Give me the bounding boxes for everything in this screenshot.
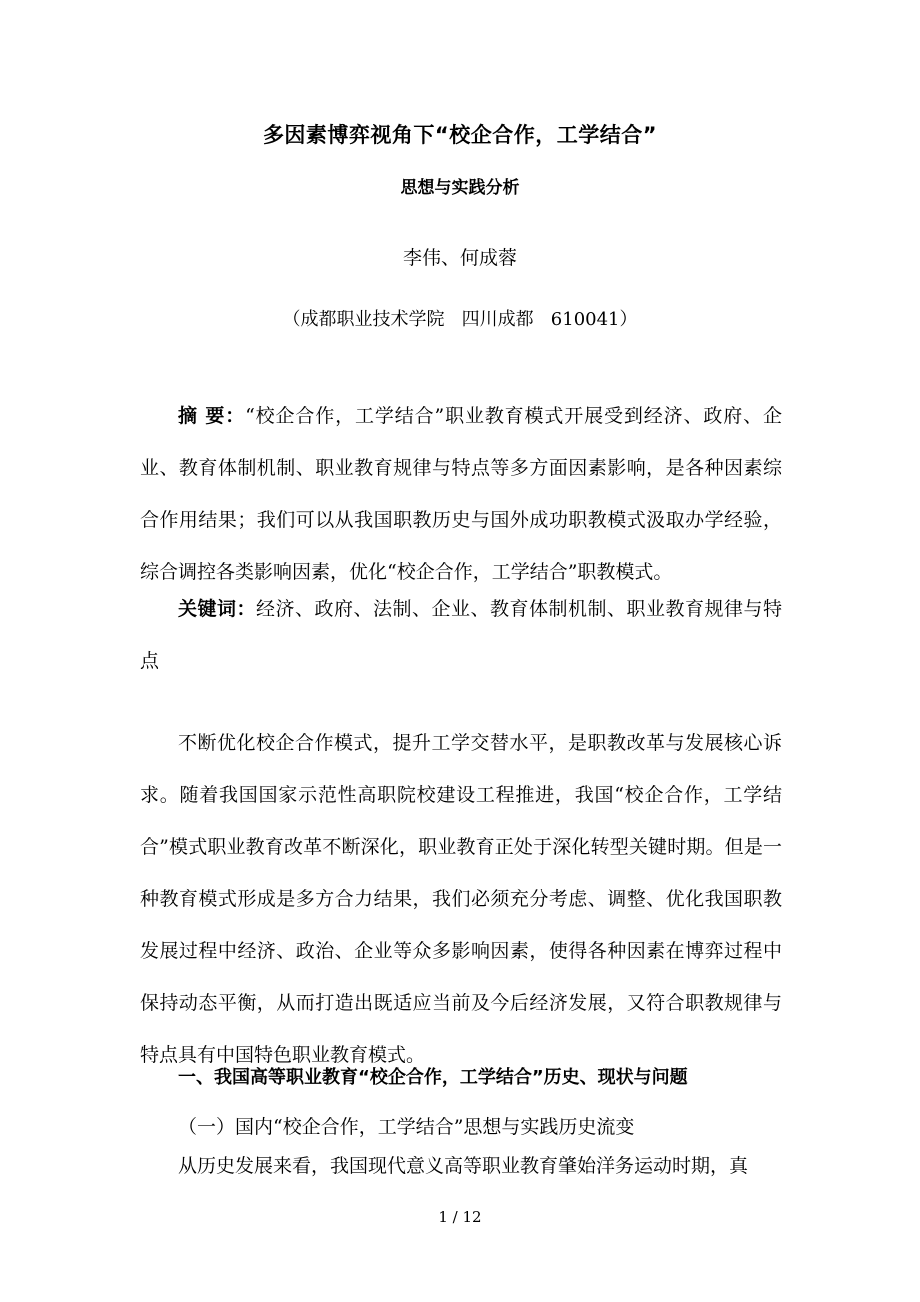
document-title: 多因素博弈视角下“校企合作，工学结合” (262, 123, 658, 147)
section-heading: 一、我国高等职业教育“校企合作，工学结合”历史、现状与问题 (178, 1067, 688, 1088)
subsection-heading: （一）国内“校企合作，工学结合”思想与实践历史流变 (178, 1116, 635, 1138)
subsection-paragraph: 从历史发展来看，我国现代意义高等职业教育肇始洋务运动时期，真 (178, 1155, 749, 1177)
keywords-text: 经济、政府、法制、企业、教育体制机制、职业教育规律与特点 (140, 598, 782, 672)
keywords-label: 关键词： (178, 598, 256, 620)
abstract-text: “校企合作，工学结合”职业教育模式开展受到经济、政府、企业、教育体制机制、职业教育规律与特点等多方面因素影响，是各种因素综合作用结果；我们可以从我国职教历史与国外成功职教模式汲取办学经验，综合调控各类影响因素，优化“校企合作，工学结合”职教模式。 (140, 405, 782, 583)
document-subtitle: 思想与实践分析 (400, 178, 520, 198)
intro-paragraph: 不断优化校企合作模式，提升工学交替水平，是职教改革与发展核心诉求。随着我国国家示范性高职院校建设工程推进，我国“校企合作，工学结合”模式职业教育改革不断深化，职业教育正处于深化转型关键时期。但是一种教育模式形成是多方合力结果，我们必须充分考虑、调整、优化我国职教发展过程中经济、政治、企业等众多影响因素，使得各种因素在博弈过程中保持动态平衡，从而打造出既适应当前及今后经济发展，又符合职教规律与特点具有中国特色职业教育模式。 (140, 732, 782, 1066)
page-number: 1 / 12 (438, 1208, 482, 1226)
affiliation: （成都职业技术学院 四川成都 610041） (282, 309, 638, 330)
abstract-paragraph (140, 390, 782, 598)
authors: 李伟、何成蓉 (402, 247, 517, 269)
abstract-label: 摘 要： (178, 405, 246, 427)
keywords-paragraph (140, 583, 782, 687)
